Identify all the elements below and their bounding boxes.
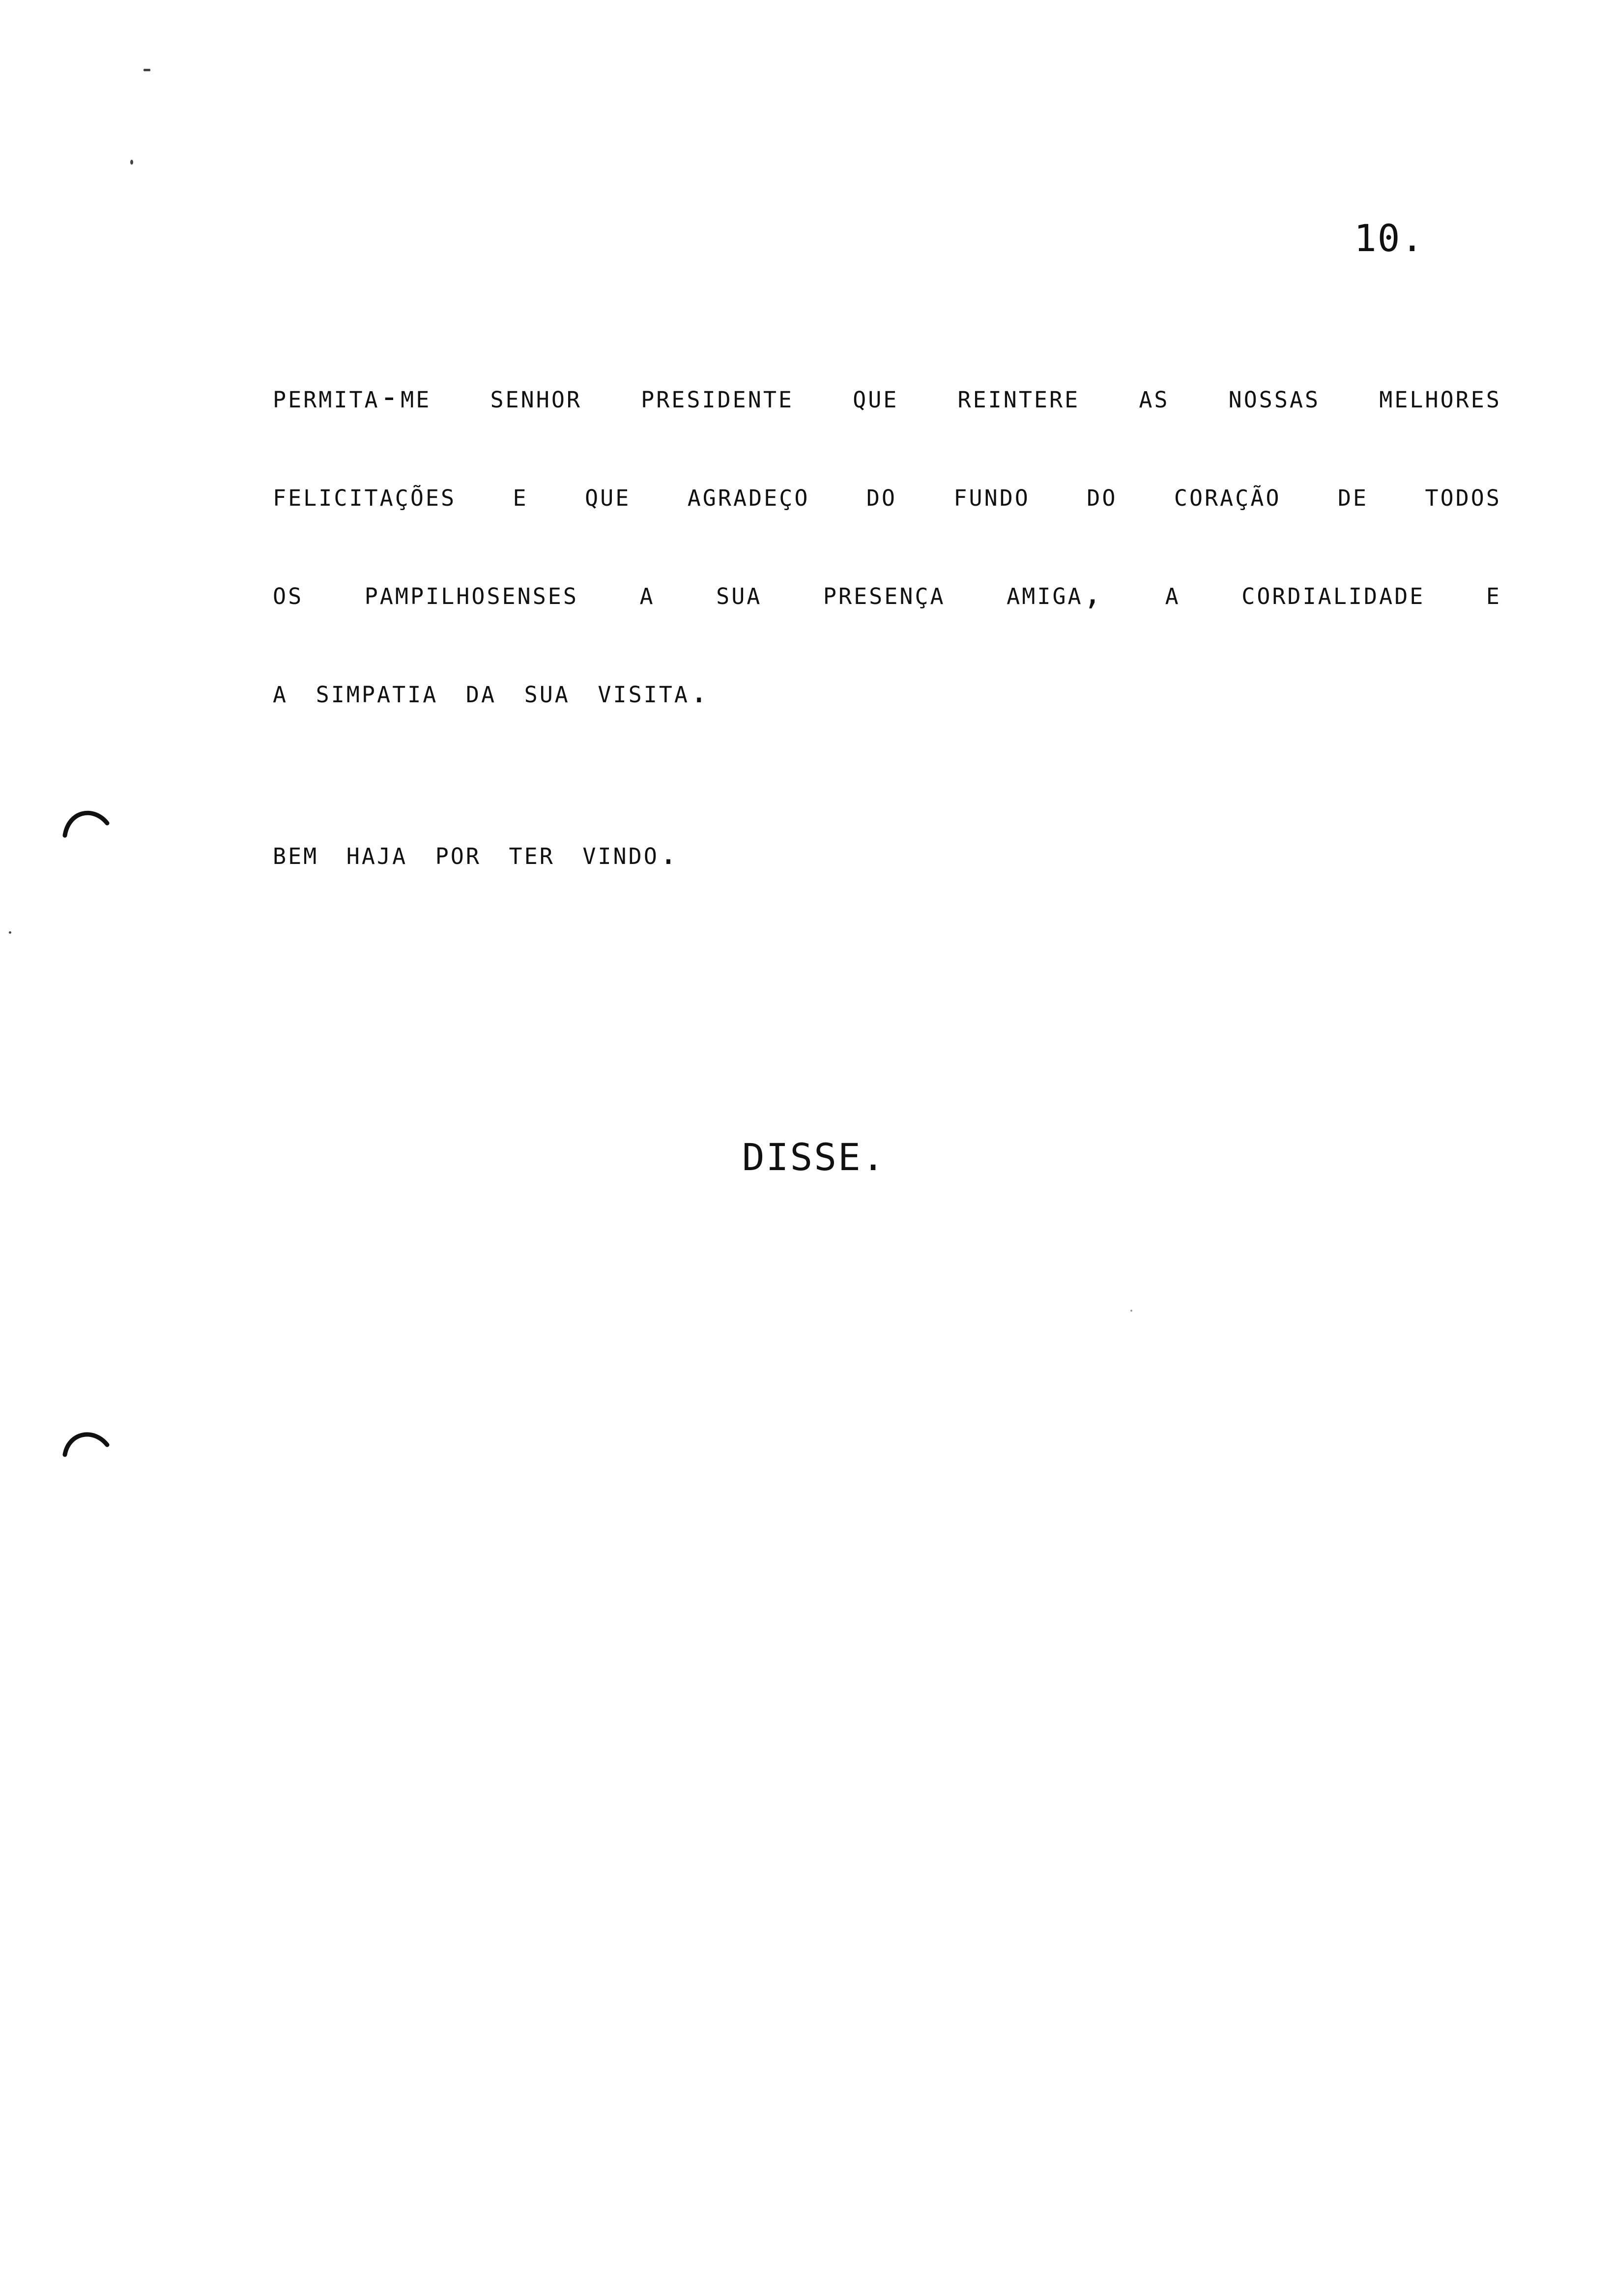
scan-speck (144, 69, 150, 71)
paragraph-line: os pampilhosenses a sua presença amiga, a cordialidade e (273, 575, 1501, 612)
signoff: DISSE. (742, 1135, 886, 1179)
scan-speck (130, 160, 133, 165)
punch-hole-mark (59, 1420, 113, 1474)
paragraph-line: a simpatia da sua visita. (273, 674, 711, 710)
closing-line: bem haja por ter vindo. (273, 835, 680, 872)
punch-hole-mark (59, 796, 113, 850)
paragraph-line: felicitações e que agradeço do fundo do coração de todos (273, 477, 1501, 514)
scan-speck (9, 931, 11, 934)
page-number: 10. (1354, 216, 1425, 260)
paragraph-line: permita-me senhor presidente que reintere as nossas melhores (273, 379, 1501, 415)
main-paragraph (273, 348, 1501, 741)
scan-speck (1130, 1310, 1132, 1312)
